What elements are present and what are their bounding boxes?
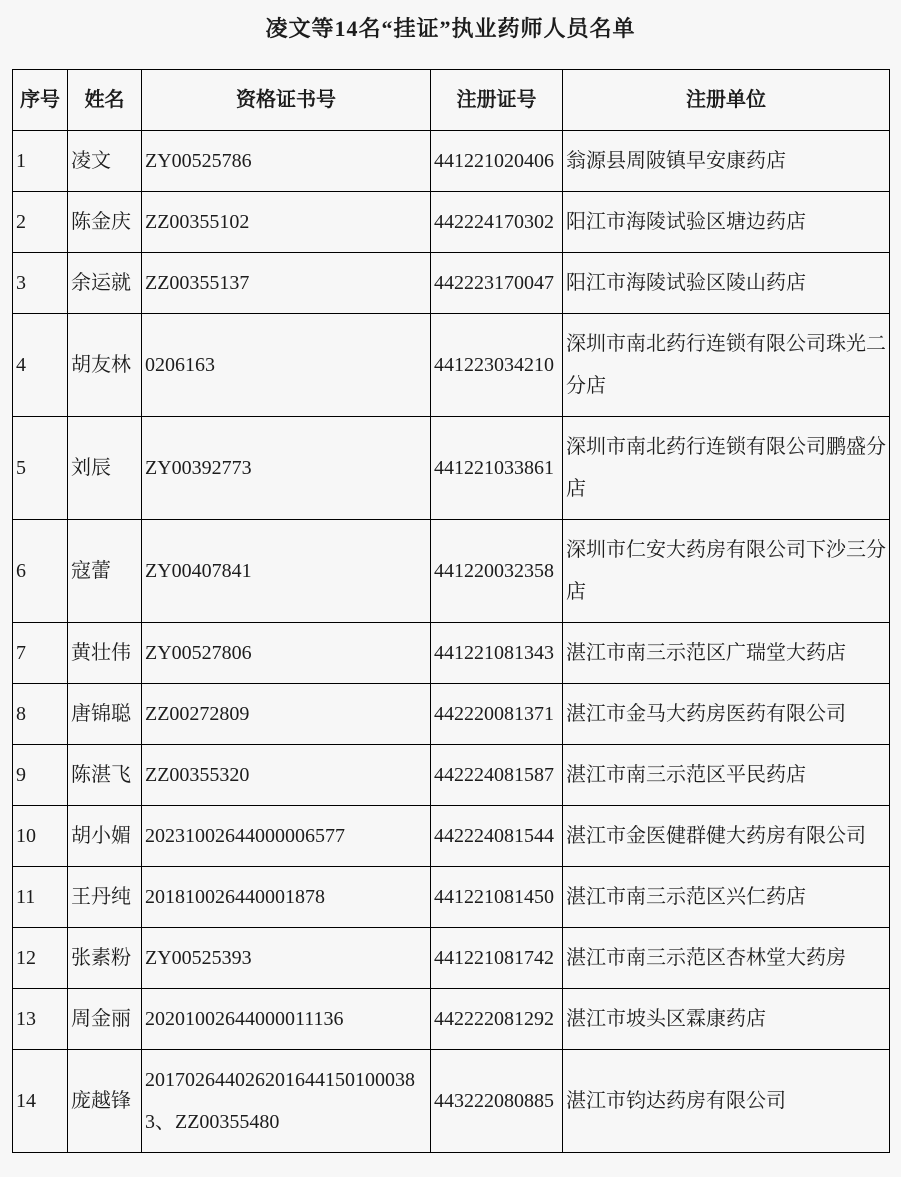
cell-qualification-cert-no: 20201002644000011136 [142, 989, 431, 1050]
cell-qualification-cert-no: ZY00527806 [142, 623, 431, 684]
cell-qualification-cert-no: 20231002644000006577 [142, 806, 431, 867]
cell-registration-cert-no: 442224081587 [431, 745, 563, 806]
cell-registration-unit: 阳江市海陵试验区塘边药店 [563, 192, 890, 253]
cell-serial-no: 6 [13, 520, 68, 623]
cell-name: 余运就 [68, 253, 142, 314]
cell-name: 陈湛飞 [68, 745, 142, 806]
cell-qualification-cert-no: 201810026440001878 [142, 867, 431, 928]
cell-registration-unit: 阳江市海陵试验区陵山药店 [563, 253, 890, 314]
cell-name: 黄壮伟 [68, 623, 142, 684]
cell-registration-unit: 深圳市仁安大药房有限公司下沙三分店 [563, 520, 890, 623]
table-row [13, 520, 890, 623]
table-header-row [13, 70, 890, 131]
cell-registration-unit: 湛江市钧达药房有限公司 [563, 1050, 890, 1153]
table-row [13, 253, 890, 314]
cell-serial-no: 11 [13, 867, 68, 928]
cell-name: 刘辰 [68, 417, 142, 520]
table-row [13, 417, 890, 520]
cell-serial-no: 13 [13, 989, 68, 1050]
cell-name: 陈金庆 [68, 192, 142, 253]
cell-qualification-cert-no: ZZ00355102 [142, 192, 431, 253]
cell-registration-unit: 湛江市南三示范区杏林堂大药房 [563, 928, 890, 989]
cell-qualification-cert-no: ZY00407841 [142, 520, 431, 623]
table-row [13, 314, 890, 417]
cell-registration-unit: 湛江市南三示范区兴仁药店 [563, 867, 890, 928]
pharmacist-roster-table [12, 69, 890, 1153]
cell-serial-no: 12 [13, 928, 68, 989]
cell-qualification-cert-no: 0206163 [142, 314, 431, 417]
cell-registration-cert-no: 441223034210 [431, 314, 563, 417]
cell-registration-unit: 深圳市南北药行连锁有限公司珠光二分店 [563, 314, 890, 417]
cell-name: 王丹纯 [68, 867, 142, 928]
table-row [13, 192, 890, 253]
cell-name: 寇蕾 [68, 520, 142, 623]
cell-name: 胡小媚 [68, 806, 142, 867]
column-header-serial-no: 序号 [13, 70, 68, 131]
cell-registration-cert-no: 443222080885 [431, 1050, 563, 1153]
cell-qualification-cert-no: ZZ00272809 [142, 684, 431, 745]
cell-serial-no: 8 [13, 684, 68, 745]
table-row [13, 806, 890, 867]
cell-registration-unit: 湛江市坡头区霖康药店 [563, 989, 890, 1050]
cell-registration-cert-no: 442220081371 [431, 684, 563, 745]
cell-qualification-cert-no: ZZ00355320 [142, 745, 431, 806]
cell-registration-unit: 湛江市金医健群健大药房有限公司 [563, 806, 890, 867]
cell-registration-cert-no: 442224081544 [431, 806, 563, 867]
cell-qualification-cert-no: 2017026440262016441501000383、ZZ00355480 [142, 1050, 431, 1153]
cell-registration-cert-no: 442224170302 [431, 192, 563, 253]
cell-registration-cert-no: 441221081343 [431, 623, 563, 684]
cell-serial-no: 2 [13, 192, 68, 253]
table-row [13, 928, 890, 989]
cell-registration-cert-no: 442222081292 [431, 989, 563, 1050]
cell-serial-no: 10 [13, 806, 68, 867]
cell-serial-no: 5 [13, 417, 68, 520]
cell-name: 张素粉 [68, 928, 142, 989]
table-row [13, 131, 890, 192]
cell-qualification-cert-no: ZY00525393 [142, 928, 431, 989]
column-header-registration-unit: 注册单位 [563, 70, 890, 131]
cell-registration-cert-no: 441221033861 [431, 417, 563, 520]
cell-name: 凌文 [68, 131, 142, 192]
cell-registration-cert-no: 441221020406 [431, 131, 563, 192]
column-header-registration-cert-no: 注册证号 [431, 70, 563, 131]
cell-registration-unit: 翁源县周陂镇早安康药店 [563, 131, 890, 192]
document-title: 凌文等14名“挂证”执业药师人员名单 [265, 16, 636, 41]
cell-serial-no: 7 [13, 623, 68, 684]
cell-name: 周金丽 [68, 989, 142, 1050]
table-row [13, 684, 890, 745]
table-row [13, 989, 890, 1050]
cell-serial-no: 3 [13, 253, 68, 314]
cell-registration-cert-no: 442223170047 [431, 253, 563, 314]
cell-name: 庞越锋 [68, 1050, 142, 1153]
cell-serial-no: 14 [13, 1050, 68, 1153]
cell-registration-unit: 湛江市金马大药房医药有限公司 [563, 684, 890, 745]
cell-registration-cert-no: 441221081742 [431, 928, 563, 989]
cell-registration-unit: 湛江市南三示范区平民药店 [563, 745, 890, 806]
cell-qualification-cert-no: ZZ00355137 [142, 253, 431, 314]
cell-registration-unit: 深圳市南北药行连锁有限公司鹏盛分店 [563, 417, 890, 520]
cell-serial-no: 9 [13, 745, 68, 806]
column-header-name: 姓名 [68, 70, 142, 131]
cell-registration-cert-no: 441220032358 [431, 520, 563, 623]
table-row [13, 745, 890, 806]
table-body [13, 131, 890, 1153]
cell-qualification-cert-no: ZY00392773 [142, 417, 431, 520]
table-row [13, 867, 890, 928]
table-row [13, 623, 890, 684]
column-header-qualification-cert-no: 资格证书号 [142, 70, 431, 131]
cell-name: 唐锦聪 [68, 684, 142, 745]
cell-registration-unit: 湛江市南三示范区广瑞堂大药店 [563, 623, 890, 684]
cell-qualification-cert-no: ZY00525786 [142, 131, 431, 192]
cell-serial-no: 1 [13, 131, 68, 192]
cell-serial-no: 4 [13, 314, 68, 417]
table-row [13, 1050, 890, 1153]
cell-name: 胡友林 [68, 314, 142, 417]
cell-registration-cert-no: 441221081450 [431, 867, 563, 928]
